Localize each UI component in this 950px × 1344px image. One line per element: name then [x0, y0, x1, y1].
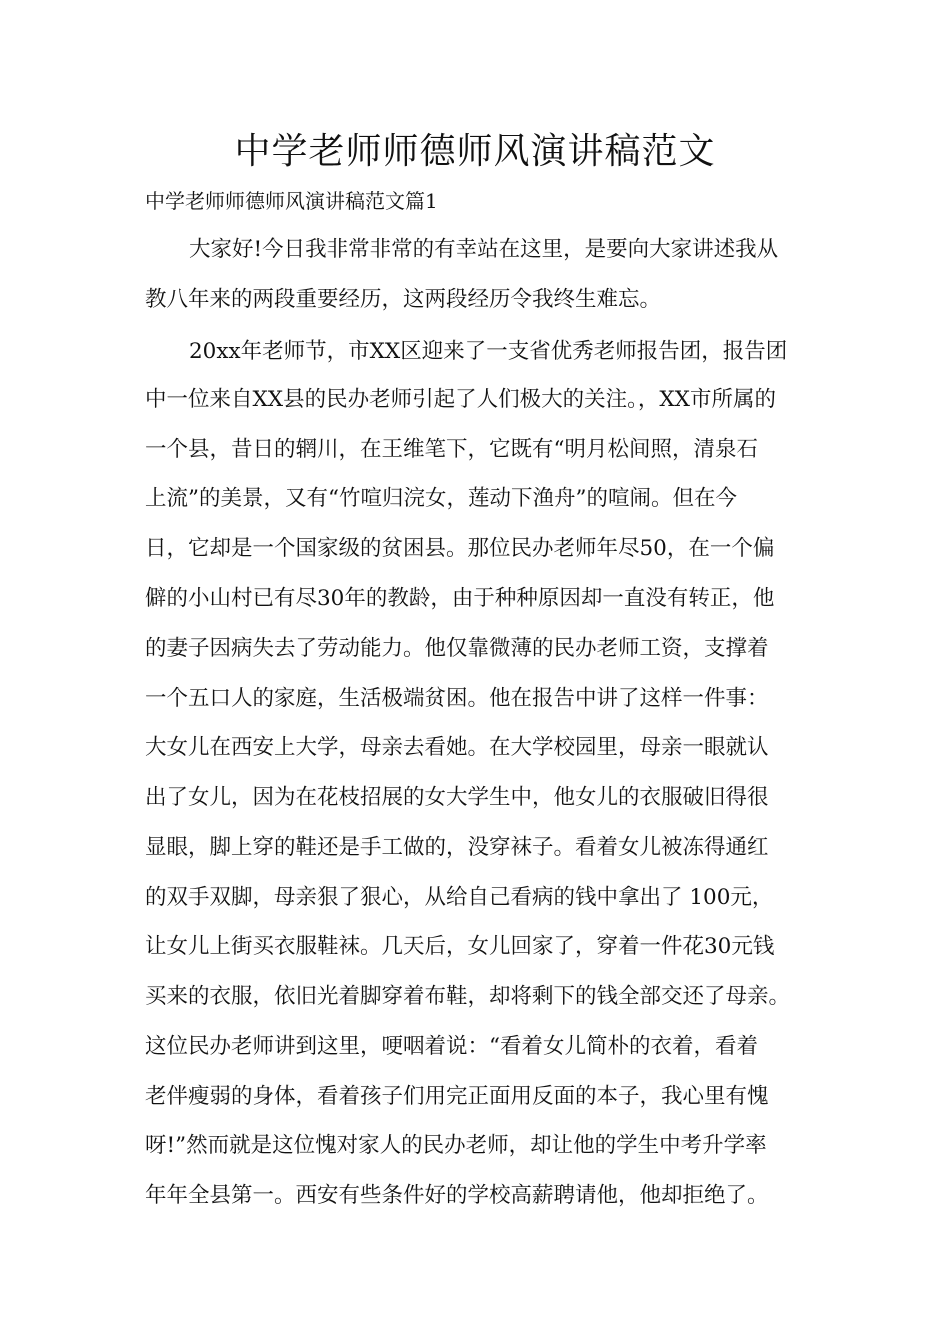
paragraph-line: 中一位来自XX县的民办老师引起了人们极大的关注。，XX市所属的 — [145, 387, 776, 412]
paragraph-line: 20xx年老师节，市XX区迎来了一支省优秀老师报告团，报告团 — [189, 339, 788, 364]
paragraph-line: 日，它却是一个国家级的贫困县。那位民办老师年尽50，在一个偏 — [145, 536, 775, 561]
paragraph-line: 出了女儿，因为在花枝招展的女大学生中，他女儿的衣服破旧得很 — [145, 785, 769, 810]
paragraph-line: 这位民办老师讲到这里，哽咽着说：“看着女儿简朴的衣着，看着 — [145, 1034, 758, 1059]
paragraph-line: 让女儿上街买衣服鞋袜。几天后，女儿回家了，穿着一件花30元钱 — [145, 934, 775, 959]
paragraph-line: 买来的衣服，依旧光着脚穿着布鞋，却将剩下的钱全部交还了母亲。 — [145, 984, 791, 1009]
paragraph-line: 显眼，脚上穿的鞋还是手工做的，没穿袜子。看着女儿被冻得通红 — [145, 835, 769, 860]
paragraph-line: 年年全县第一。西安有些条件好的学校高薪聘请他，他却拒绝了。 — [145, 1183, 769, 1208]
paragraph-line: 一个县，昔日的辋川，在王维笔下，它既有“明月松间照，清泉石 — [145, 437, 758, 462]
paragraph-line: 教八年来的两段重要经历，这两段经历令我终生难忘。 — [145, 287, 662, 312]
paragraph-line: 僻的小山村已有尽30年的教龄，由于种种原因却一直没有转正，他 — [145, 586, 775, 611]
paragraph-line: 呀!”然而就是这位愧对家人的民办老师，却让他的学生中考升学率 — [145, 1133, 767, 1158]
paragraph-line: 大家好!今日我非常非常的有幸站在这里，是要向大家讲述我从 — [189, 237, 779, 262]
paragraph-line: 的双手双脚，母亲狠了狠心，从给自己看病的钱中拿出了 100元， — [145, 885, 774, 910]
paragraph-line: 一个五口人的家庭，生活极端贫困。他在报告中讲了这样一件事： — [145, 686, 769, 711]
document-title: 中学老师师德师风演讲稿范文 — [234, 131, 716, 172]
paragraph-line: 老伴瘦弱的身体，看着孩子们用完正面用反面的本子，我心里有愧 — [145, 1084, 769, 1109]
paragraph-line: 大女儿在西安上大学，母亲去看她。在大学校园里，母亲一眼就认 — [145, 735, 769, 760]
paragraph-line: 的妻子因病失去了劳动能力。他仅靠微薄的民办老师工资，支撑着 — [145, 636, 769, 661]
section-heading: 中学老师师德师风演讲稿范文篇1 — [145, 189, 438, 213]
paragraph-line: 上流”的美景，又有“竹喧归浣女，莲动下渔舟”的喧闹。但在今 — [145, 486, 737, 511]
